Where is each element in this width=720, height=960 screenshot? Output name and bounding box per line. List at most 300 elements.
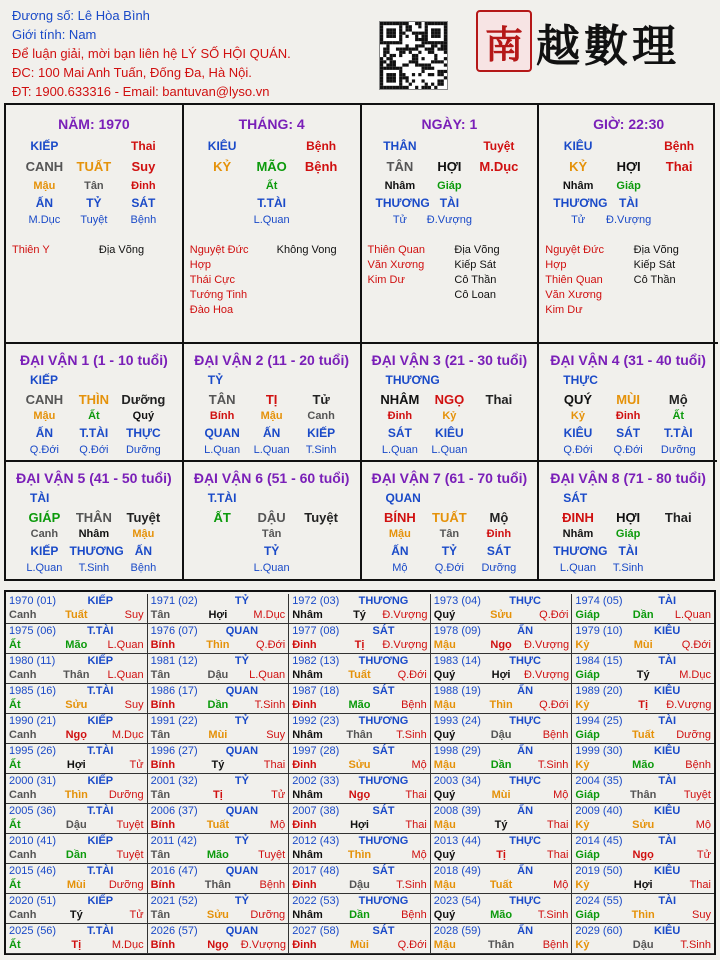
year-line2: [289, 848, 430, 862]
year-line2: [572, 848, 714, 862]
year-cell: [572, 624, 714, 654]
year-thapthan: KIÊU: [654, 625, 681, 637]
year-line1: [289, 654, 430, 668]
year-thapthan: QUAN: [225, 805, 259, 817]
year-can: Đinh: [292, 699, 317, 711]
year-label: 2017 (48): [292, 865, 340, 877]
dai-van-cell: [184, 344, 362, 462]
year-thapthan: TỶ: [234, 895, 249, 907]
year-thapthan: ẤN: [517, 685, 534, 697]
year-can: Quý: [433, 849, 456, 861]
year-chi: Tý: [211, 759, 225, 771]
year-label: 2007 (38): [292, 805, 340, 817]
dai-van-canchi: [539, 509, 717, 526]
year-can: Canh: [9, 849, 37, 861]
dai-van-canchi: [184, 509, 360, 526]
year-can: Ất: [9, 699, 21, 711]
star-bad: Cô Thần: [454, 274, 497, 286]
year-label: 2014 (45): [575, 835, 623, 847]
dai-van-tangthan-item: TỶ: [263, 544, 280, 558]
year-line1: [572, 864, 714, 878]
year-thapthan: T.TÀI: [87, 745, 114, 757]
year-chi: Dậu: [207, 669, 229, 681]
year-line2: [289, 758, 430, 772]
year-thapthan: KIÊU: [654, 865, 681, 877]
year-can: Mậu: [433, 759, 456, 771]
dai-van-canchi-item: CANH: [25, 392, 64, 407]
dai-van-tangthan-item: TÀI: [618, 544, 638, 558]
pillar-canchi: [184, 158, 360, 175]
dai-van-tangcan-item: Nhâm: [562, 528, 594, 540]
seal-stamp: 南: [476, 10, 532, 72]
year-line2: [6, 758, 147, 772]
year-can: Ất: [9, 939, 21, 951]
year-vongsong: L.Quan: [249, 669, 286, 681]
stars-bad: [267, 243, 354, 318]
pillar-canchi-item: HỢI: [437, 159, 462, 174]
year-cell: [572, 684, 714, 714]
year-label: 1986 (17): [150, 685, 198, 697]
pillar-stars: [6, 243, 182, 258]
header-line: ĐT: 1900.633316 - Email: bantuvan@lyso.vn: [12, 84, 270, 99]
year-vongsong: Mộ: [411, 759, 427, 771]
year-chi: Thìn: [206, 639, 230, 651]
dai-van-tangthan-item: SÁT: [616, 426, 641, 440]
year-can: Bính: [150, 879, 176, 891]
dai-van-tangcan-item: Đinh: [387, 410, 413, 422]
dai-van-thapthan: QUAN: [385, 491, 421, 505]
year-chi: Sửu: [632, 819, 655, 831]
year-line2: [431, 908, 572, 922]
star-bad: Địa Võng: [454, 244, 500, 256]
year-chi: Sửu: [206, 909, 229, 921]
pillar-tangthan-item: TÀI: [439, 196, 460, 210]
year-label: 1980 (11): [9, 655, 56, 667]
pillar-title: NĂM: 1970: [58, 116, 130, 132]
year-vongsong: Tử: [696, 849, 711, 861]
year-thapthan: ẤN: [517, 745, 534, 757]
year-line2: [289, 728, 430, 742]
year-line2: [6, 938, 147, 952]
dai-van-tangcan-item: Ất: [672, 410, 685, 422]
year-chi: Tuất: [489, 879, 513, 891]
star-good: Tướng Tinh: [189, 289, 248, 301]
year-line1: [148, 774, 289, 788]
year-vongsong: Tuyệt: [116, 849, 144, 861]
year-chi: Mùi: [350, 939, 369, 951]
year-vongsong: Q.Đới: [397, 939, 427, 951]
dai-van-tangthan-item: [475, 425, 524, 442]
year-cell: [148, 864, 290, 894]
year-line1: [148, 804, 289, 818]
year-vongsong: Thai: [405, 789, 427, 801]
year-vongsong: Đ.Vượng: [523, 669, 570, 681]
year-thapthan: SÁT: [372, 625, 395, 637]
dai-van-tangcan-item: Đinh: [486, 528, 512, 540]
year-cell: [6, 834, 148, 864]
pillar-vongsong-item: [198, 212, 247, 229]
year-line1: [572, 804, 714, 818]
year-chi: Dần: [632, 609, 654, 621]
year-chi: Tị: [213, 789, 223, 801]
year-vongsong: Dưỡng: [676, 729, 711, 741]
year-thapthan: T.TÀI: [87, 805, 114, 817]
year-can: Mậu: [433, 879, 456, 891]
dai-van-tangcan-item: Mậu: [33, 410, 56, 422]
year-cell: [289, 924, 431, 954]
year-label: 1990 (21): [9, 715, 57, 727]
year-label: 2028 (59): [433, 925, 481, 937]
star-good: Kim Dư: [367, 274, 405, 286]
year-line2: [572, 938, 714, 952]
pillar-tangcan: [362, 178, 538, 195]
dai-van-vongsong-item: Q.Đới: [434, 562, 464, 574]
dai-van-thapthan: THỰC: [563, 373, 598, 387]
year-can: Nhâm: [292, 669, 323, 681]
dai-van-cell: [184, 462, 362, 580]
year-line2: [431, 848, 572, 862]
year-vongsong: Dưỡng: [108, 879, 144, 891]
pillar-thapthan-item: Bệnh: [664, 139, 695, 153]
year-line2: [572, 638, 714, 652]
year-can: Quý: [433, 789, 456, 801]
year-vongsong: Tử: [129, 909, 144, 921]
year-line2: [572, 878, 714, 892]
year-cell: [572, 924, 714, 954]
header-line: ĐC: 100 Mai Anh Tuấn, Đống Đa, Hà Nội.: [12, 65, 252, 80]
year-label: 2008 (39): [433, 805, 481, 817]
pillar-tangthan-item: THƯƠNG: [553, 196, 608, 210]
year-can: Nhâm: [292, 609, 323, 621]
year-line1: [289, 624, 430, 638]
year-line1: [572, 624, 714, 638]
dai-van-tangcan-item: Mậu: [388, 528, 411, 540]
dai-van-tangcan-item: [475, 408, 524, 425]
pillar-thapthan: [539, 138, 718, 155]
year-label: 1978 (09): [433, 625, 481, 637]
pillar-canchi-item: Thai: [665, 159, 693, 174]
year-line1: [289, 834, 430, 848]
pillar-thapthan: [6, 138, 182, 155]
dai-van-tangcan: [362, 526, 538, 543]
pillar-thapthan-item: THÂN: [383, 139, 417, 153]
dai-van-tangthan-item: ẤN: [134, 544, 153, 558]
dai-van-tangcan-item: Canh: [307, 410, 335, 422]
pillar-canchi-item: TÂN: [386, 159, 414, 174]
year-line2: [572, 788, 714, 802]
year-cell: [6, 744, 148, 774]
pillar-tangthan-item: THƯƠNG: [375, 196, 430, 210]
pillar-stars: [184, 243, 360, 318]
pillar-tangcan: [6, 178, 182, 195]
year-line2: [572, 668, 714, 682]
year-line2: [148, 848, 289, 862]
star-good: Thái Cực: [189, 274, 236, 286]
dai-van-tangthan-item: KIẾP: [307, 426, 336, 440]
year-line1: [431, 834, 572, 848]
year-thapthan: KIẾP: [87, 655, 114, 667]
star-bad: Địa Võng: [98, 244, 145, 256]
dai-van-tangcan: [184, 526, 360, 543]
year-thapthan: KIẾP: [87, 595, 114, 607]
year-line2: [148, 728, 289, 742]
year-can: Ất: [9, 639, 21, 651]
year-thapthan: THỰC: [509, 895, 541, 907]
year-label: 2020 (51): [9, 895, 57, 907]
year-thapthan: TÀI: [658, 835, 677, 847]
year-line2: [6, 788, 147, 802]
year-line2: [572, 698, 714, 712]
dai-van-vongsong: [539, 442, 717, 459]
year-line2: [289, 818, 430, 832]
pillar-stars: [539, 243, 718, 318]
year-chi: Dần: [349, 909, 370, 921]
year-cell: [572, 894, 714, 924]
year-line2: [431, 788, 572, 802]
dai-van-vongsong-item: L.Quan: [253, 562, 290, 574]
year-line2: [6, 908, 147, 922]
dai-van-vongsong-item: T.Sinh: [78, 562, 110, 574]
star-good: Thiên Quan: [545, 274, 603, 286]
year-line2: [289, 608, 430, 622]
dai-van-tangcan-item: Canh: [30, 528, 59, 540]
year-cell: [148, 924, 290, 954]
year-cell: [6, 774, 148, 804]
year-vongsong: Q.Đới: [539, 609, 569, 621]
year-line2: [148, 758, 289, 772]
dai-van-vongsong-item: Q.Đới: [613, 444, 643, 456]
year-thapthan: TÀI: [658, 775, 677, 787]
year-line1: [572, 744, 714, 758]
year-line1: [6, 894, 147, 908]
year-chi: Dần: [207, 699, 229, 711]
dai-van-tangthan-item: T.TÀI: [663, 426, 693, 440]
year-label: 1995 (26): [9, 745, 57, 757]
year-can: Giáp: [575, 909, 600, 921]
year-chi: Ngọ: [65, 729, 87, 741]
year-label: 2023 (54): [433, 895, 481, 907]
year-line1: [572, 594, 714, 608]
year-vongsong: Mộ: [553, 789, 569, 801]
year-can: Kỷ: [575, 759, 590, 771]
year-line2: [148, 638, 289, 652]
year-cell: [148, 894, 290, 924]
dai-van-tangthan-item: KIÊU: [435, 426, 464, 440]
dai-van-vongsong: [184, 442, 360, 459]
dai-van-canchi-item: TỊ: [265, 392, 278, 407]
year-label: 1985 (16): [9, 685, 57, 697]
year-label: 2019 (50): [575, 865, 623, 877]
star-bad: Cô Thần: [633, 274, 676, 286]
dai-van-tangcan-item: [297, 526, 346, 543]
pillar-vongsong: [539, 212, 718, 229]
year-label: 2010 (41): [9, 835, 57, 847]
year-label: 1994 (25): [575, 715, 623, 727]
dai-van-canchi-item: Tuyệt: [126, 510, 161, 525]
year-line1: [6, 834, 147, 848]
brand-logo: 越數理: [536, 21, 680, 72]
year-line2: [431, 818, 572, 832]
year-line2: [431, 728, 572, 742]
dai-van-canchi-item: DẬU: [257, 510, 286, 525]
year-thapthan: THƯƠNG: [358, 595, 409, 607]
year-cell: [148, 714, 290, 744]
year-line2: [572, 818, 714, 832]
year-cell: [148, 834, 290, 864]
dai-van-tangcan-item: [198, 526, 247, 543]
year-vongsong: M.Dục: [111, 939, 144, 951]
year-line1: [148, 684, 289, 698]
year-label: 2024 (55): [575, 895, 623, 907]
year-can: Nhâm: [292, 909, 323, 921]
dai-van-canchi-item: ẤT: [213, 510, 231, 525]
year-line2: [431, 758, 572, 772]
year-thapthan: TỶ: [234, 835, 249, 847]
year-label: 2013 (44): [433, 835, 481, 847]
year-thapthan: ẤN: [517, 865, 534, 877]
year-line1: [6, 804, 147, 818]
year-line2: [289, 788, 430, 802]
year-line2: [6, 668, 147, 682]
year-can: Kỷ: [575, 939, 590, 951]
year-line1: [148, 924, 289, 938]
pillar-canchi-item: KỶ: [213, 159, 232, 174]
year-label: 1992 (23): [292, 715, 340, 727]
pillar-vongsong-item: Tử: [571, 214, 586, 226]
pillar-tangcan-item: Giáp: [616, 180, 641, 192]
year-can: Quý: [433, 669, 456, 681]
dai-van-tangthan-item: THỰC: [126, 426, 161, 440]
year-vongsong: Tuyệt: [683, 789, 711, 801]
year-line1: [289, 864, 430, 878]
qr-code: [379, 21, 448, 90]
year-vongsong: M.Dục: [253, 609, 286, 621]
year-can: Bính: [150, 759, 176, 771]
year-line1: [431, 684, 572, 698]
dai-van-tangcan-item: Kỷ: [570, 410, 585, 422]
year-chi: Tý: [353, 609, 366, 621]
pillar-vongsong: [184, 212, 360, 229]
pillar-vongsong-item: Tuyệt: [80, 214, 108, 226]
year-cell: [431, 924, 573, 954]
stars-bad: [444, 243, 531, 303]
dai-van-vongsong-item: Dưỡng: [125, 444, 161, 456]
star-bad: Không Vong: [276, 244, 337, 256]
dai-van-cell: [539, 344, 717, 462]
year-line2: [431, 608, 572, 622]
year-vongsong: Bệnh: [401, 699, 427, 711]
year-label: 1972 (03): [292, 595, 340, 607]
dai-van-title: ĐẠI VẬN 2 (11 - 20 tuổi): [194, 352, 350, 368]
dai-van-tangthan-item: ẤN: [391, 544, 409, 558]
star-good: Văn Xương: [367, 259, 425, 271]
dai-van-vongsong-item: T.Sinh: [612, 562, 644, 574]
pillar-tangcan: [184, 178, 360, 195]
year-label: 1970 (01): [9, 595, 57, 607]
dai-van-canchi-item: Mộ: [668, 392, 688, 407]
dai-van-tangthan: [184, 543, 360, 560]
year-line1: [289, 744, 430, 758]
year-chi: Sửu: [490, 609, 513, 621]
year-label: 1993 (24): [433, 715, 481, 727]
star-good: Đào Hoa: [189, 304, 234, 316]
year-chi: Mùi: [208, 729, 228, 741]
dai-van-tangthan-item: KIÊU: [563, 426, 593, 440]
pillar-tangthan-item: [198, 195, 247, 212]
dai-van-tangcan-item: Giáp: [615, 528, 641, 540]
pillar-vongsong-item: [297, 212, 346, 229]
year-line2: [148, 878, 289, 892]
pillar-tangthan: [184, 195, 360, 212]
dai-van-canchi-item: Tuyệt: [304, 510, 338, 525]
year-can: Quý: [433, 909, 456, 921]
year-label: 1973 (04): [433, 595, 481, 607]
year-chi: Tị: [638, 699, 649, 711]
year-line1: [431, 774, 572, 788]
pillar-thapthan-item: [70, 138, 119, 155]
year-can: Tân: [150, 729, 171, 741]
pillar-canchi-item: CANH: [25, 159, 64, 174]
year-chi: Thìn: [489, 699, 513, 711]
year-chi: Thân: [63, 669, 90, 681]
pillar-canchi-item: HỢI: [616, 159, 641, 174]
dai-van-canchi-item: HỢI: [616, 510, 641, 525]
dai-van-vongsong-item: [198, 560, 247, 577]
year-thapthan: TÀI: [658, 715, 677, 727]
star-good: Thiên Quan: [367, 244, 425, 256]
pillar-vongsong-item: Tử: [392, 214, 407, 226]
year-line1: [289, 594, 430, 608]
dai-van-vongsong-item: Q.Đới: [563, 444, 593, 456]
year-cell: [6, 594, 148, 624]
dai-van-tangcan: [6, 408, 182, 425]
year-chi: Sửu: [65, 699, 88, 711]
year-can: Giáp: [575, 669, 600, 681]
dai-van-vongsong: [6, 442, 182, 459]
pillar-tangthan-item: SÁT: [131, 196, 156, 210]
year-vongsong: Mộ: [695, 819, 711, 831]
year-vongsong: Đ.Vượng: [666, 699, 712, 711]
year-can: Đinh: [292, 939, 317, 951]
year-chi: Tý: [636, 669, 650, 681]
star-bad: Kiếp Sát: [454, 259, 496, 271]
dai-van-tangcan: [539, 526, 717, 543]
year-thapthan: KIẾP: [87, 775, 114, 787]
year-can: Canh: [9, 909, 37, 921]
year-label: 1999 (30): [575, 745, 623, 757]
year-can: Quý: [433, 729, 456, 741]
year-can: Ất: [9, 819, 21, 831]
dai-van-canchi-item: THÂN: [75, 510, 112, 525]
pillar-cell: [184, 105, 362, 344]
dai-van-tangcan: [184, 408, 360, 425]
year-can: Kỷ: [575, 819, 590, 831]
year-line2: [6, 878, 147, 892]
dai-van-tangthan-item: QUAN: [204, 426, 240, 440]
year-thapthan: TÀI: [658, 655, 677, 667]
dai-van-vongsong-item: L.Quan: [431, 444, 468, 456]
dai-van-tangcan-item: Quý: [132, 410, 155, 422]
year-can: Quý: [433, 609, 456, 621]
dai-van-canchi-item: ĐINH: [562, 510, 594, 525]
header-info: [12, 6, 291, 101]
year-line1: [6, 924, 147, 938]
dai-van-canchi: [184, 391, 360, 408]
dai-van-tangthan-item: [654, 543, 703, 560]
pillar-stars: [362, 243, 538, 303]
year-cell: [431, 624, 573, 654]
year-vongsong: Q.Đới: [397, 669, 427, 681]
